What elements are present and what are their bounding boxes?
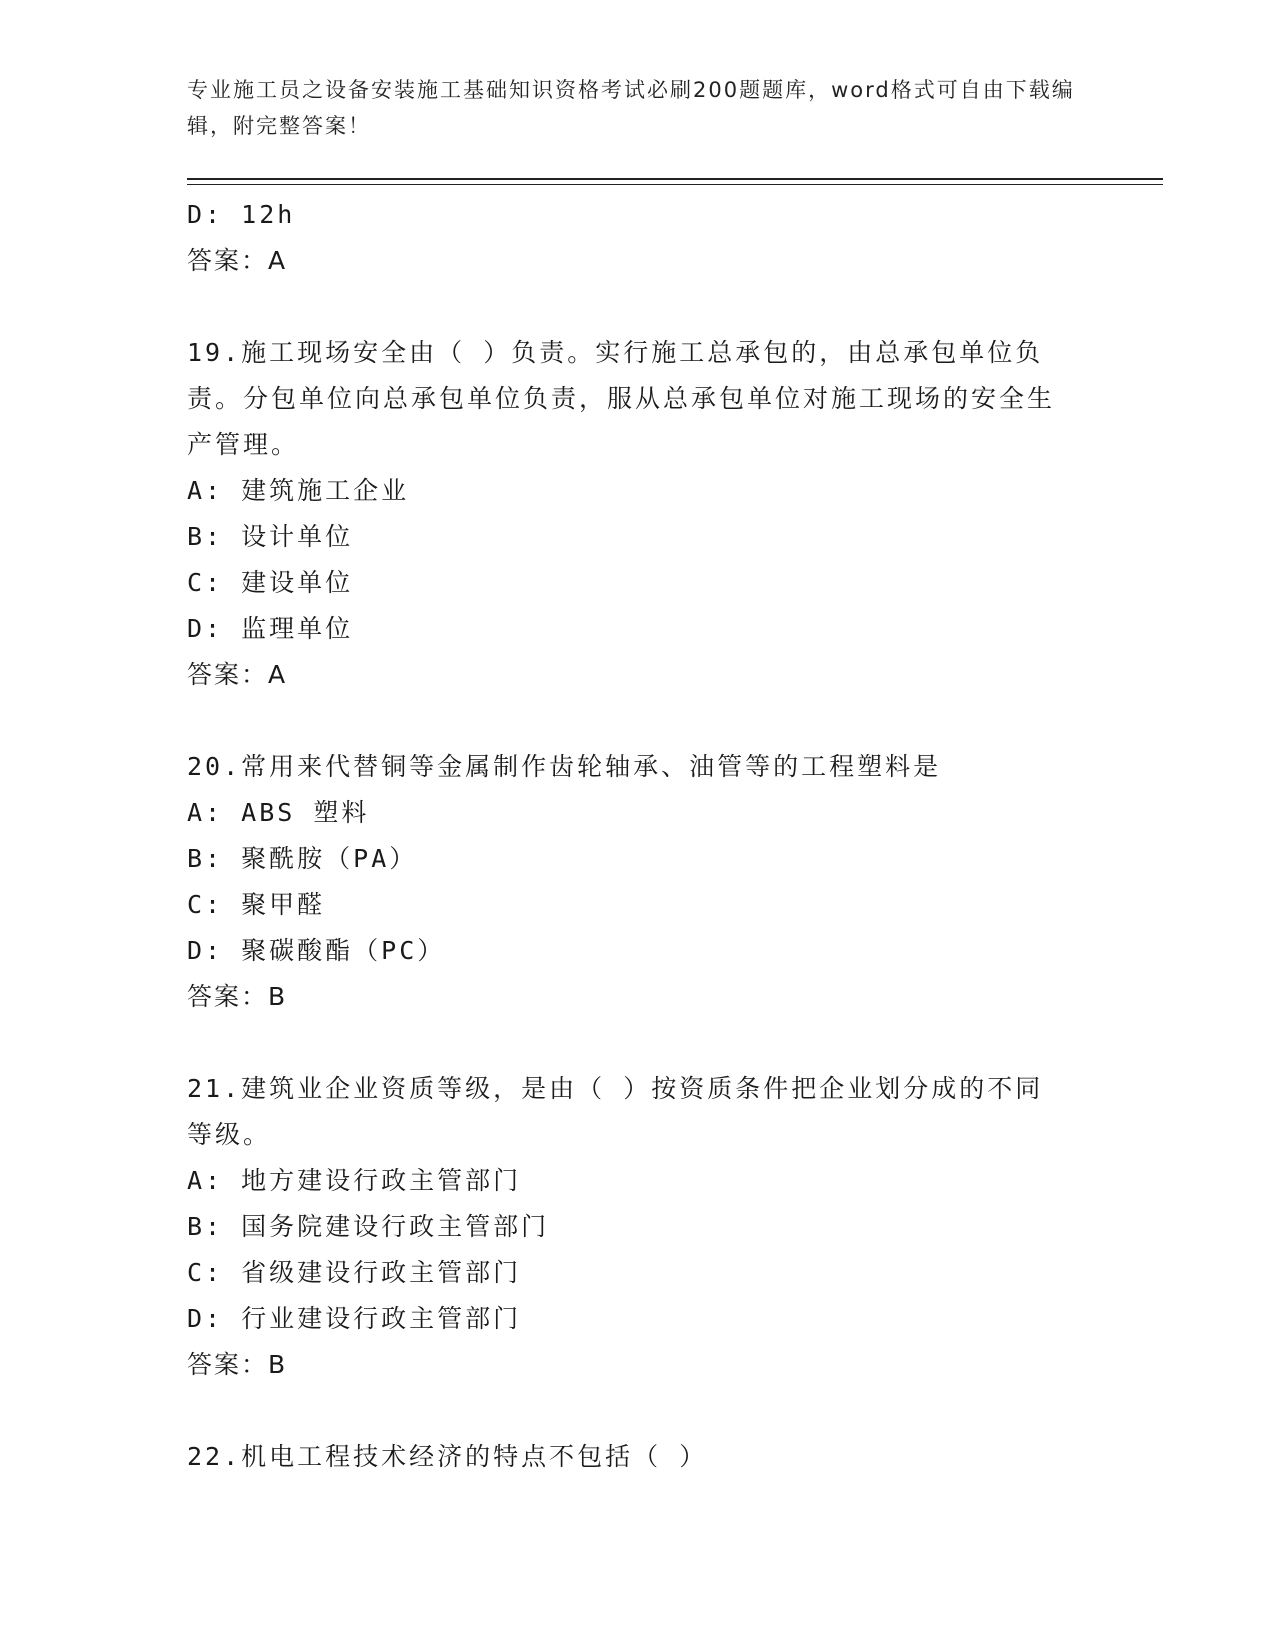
- spacer: [187, 698, 1067, 744]
- answer-line: 答案：A: [187, 246, 288, 275]
- document-header: [187, 72, 1087, 144]
- question-stem: 19.施工现场安全由（ ）负责。实行施工总承包的，由总承包单位负责。分包单位向总承包单位负责，服从总承包单位对施工现场的安全生产管理。: [187, 338, 1056, 459]
- option-b: B: 设计单位: [187, 522, 354, 551]
- option-a: A: ABS 塑料: [187, 798, 370, 827]
- question-list: [187, 192, 1067, 1480]
- option-c: C: 省级建设行政主管部门: [187, 1258, 522, 1287]
- option-d: D: 12h: [187, 200, 296, 229]
- option-b: B: 国务院建设行政主管部门: [187, 1212, 550, 1241]
- spacer: [187, 284, 1067, 330]
- option-d: D: 行业建设行政主管部门: [187, 1304, 522, 1333]
- option-d: D: 监理单位: [187, 614, 354, 643]
- question-19: [187, 330, 1067, 698]
- answer-line: 答案：B: [187, 1350, 288, 1379]
- header-title: 专业施工员之设备安装施工基础知识资格考试必刷200题题库，word格式可自由下载编辑，附完整答案！: [187, 78, 1075, 138]
- option-c: C: 建设单位: [187, 568, 354, 597]
- option-b: B: 聚酰胺（PA）: [187, 844, 418, 873]
- question-stem: 22.机电工程技术经济的特点不包括（ ）: [187, 1442, 708, 1471]
- spacer: [187, 1388, 1067, 1434]
- option-a: A: 建筑施工企业: [187, 476, 410, 505]
- question-20: [187, 744, 1067, 1020]
- header-divider: [187, 178, 1163, 180]
- question-stem: 20.常用来代替铜等金属制作齿轮轴承、油管等的工程塑料是: [187, 752, 942, 781]
- header-divider-thin: [187, 184, 1163, 185]
- option-a: A: 地方建设行政主管部门: [187, 1166, 522, 1195]
- question-21: [187, 1066, 1067, 1388]
- answer-line: 答案：B: [187, 982, 288, 1011]
- question-22: [187, 1434, 1067, 1480]
- option-c: C: 聚甲醛: [187, 890, 326, 919]
- question-stem: 21.建筑业企业资质等级，是由（ ）按资质条件把企业划分成的不同等级。: [187, 1074, 1044, 1149]
- answer-line: 答案：A: [187, 660, 288, 689]
- spacer: [187, 1020, 1067, 1066]
- option-d: D: 聚碳酸酯（PC）: [187, 936, 446, 965]
